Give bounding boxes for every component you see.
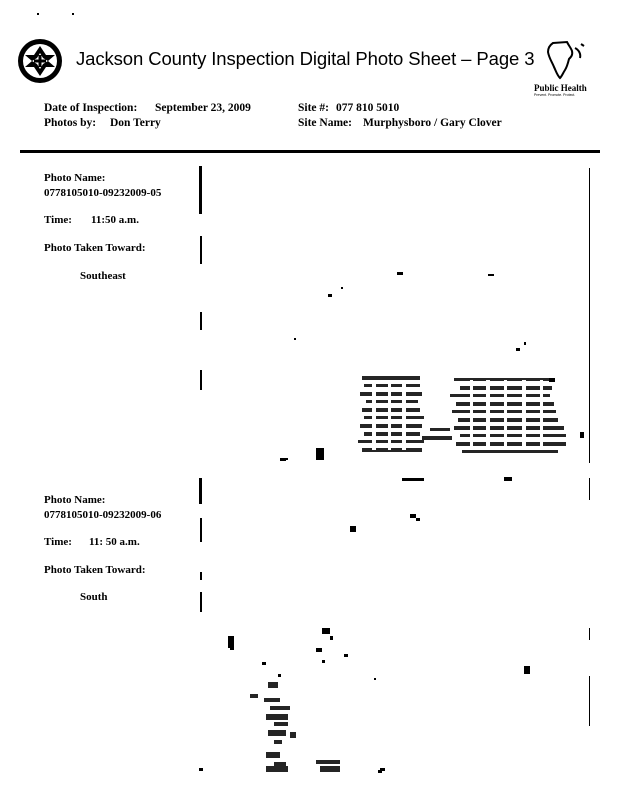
- date-value: September 23, 2009: [155, 102, 251, 114]
- photo1-frame-line: [200, 312, 202, 330]
- site-name-value: Murphysboro / Gary Clover: [363, 117, 502, 129]
- public-health-tagline: Prevent. Promote. Protect.: [534, 93, 576, 97]
- photo1-toward-value: Southeast: [80, 270, 126, 282]
- scan-mark: [230, 636, 234, 650]
- photo2-frame-line: [589, 676, 590, 726]
- photo1-frame-line: [200, 236, 202, 264]
- photo1-name-value: 0778105010-09232009-05: [44, 187, 162, 199]
- photo2-frame-line: [589, 628, 590, 640]
- scan-mark: [37, 13, 39, 15]
- photo2-frame-line: [589, 478, 590, 500]
- photo1-toward-label: Photo Taken Toward:: [44, 242, 146, 254]
- header-divider: [20, 150, 600, 153]
- photo1-frame-line: [589, 168, 590, 463]
- photo2-toward-value: South: [80, 591, 108, 603]
- photo2-time-label: Time:: [44, 536, 72, 548]
- scan-mark: [402, 478, 424, 481]
- page-title: Jackson County Inspection Digital Photo Sheet – Page 3: [76, 48, 535, 69]
- public-health-logo-text: Public Health: [534, 83, 587, 93]
- photo2-image: [204, 490, 588, 790]
- photos-by-label: Photos by:: [44, 117, 97, 129]
- scan-mark: [380, 768, 385, 771]
- site-number-value: 077 810 5010: [336, 102, 400, 114]
- photo2-frame-line: [200, 592, 202, 612]
- photo1-time-label: Time:: [44, 214, 72, 226]
- photo1-time-value: 11:50 a.m.: [91, 214, 139, 226]
- photo2-time-value: 11: 50 a.m.: [89, 536, 140, 548]
- photo1-name-label: Photo Name:: [44, 172, 106, 184]
- scan-mark: [504, 477, 512, 481]
- date-label: Date of Inspection:: [44, 102, 138, 114]
- photo2-name-label: Photo Name:: [44, 494, 106, 506]
- photo1-frame-line: [199, 166, 202, 214]
- photo2-frame-line: [200, 572, 202, 580]
- scan-mark: [199, 768, 203, 771]
- site-number-label: Site #:: [298, 102, 329, 114]
- photo1-image: [204, 166, 588, 466]
- photo1-frame-line: [200, 370, 202, 390]
- photos-by-value: Don Terry: [110, 117, 161, 129]
- scan-mark: [72, 13, 74, 15]
- photo2-frame-line: [199, 478, 202, 504]
- photo2-name-value: 0778105010-09232009-06: [44, 509, 162, 521]
- photo2-frame-line: [200, 518, 202, 542]
- scan-mark: [280, 459, 286, 461]
- photo2-toward-label: Photo Taken Toward:: [44, 564, 146, 576]
- site-name-label: Site Name:: [298, 117, 352, 129]
- county-fire-badge-icon: [17, 38, 63, 84]
- illinois-state-icon: [545, 40, 589, 84]
